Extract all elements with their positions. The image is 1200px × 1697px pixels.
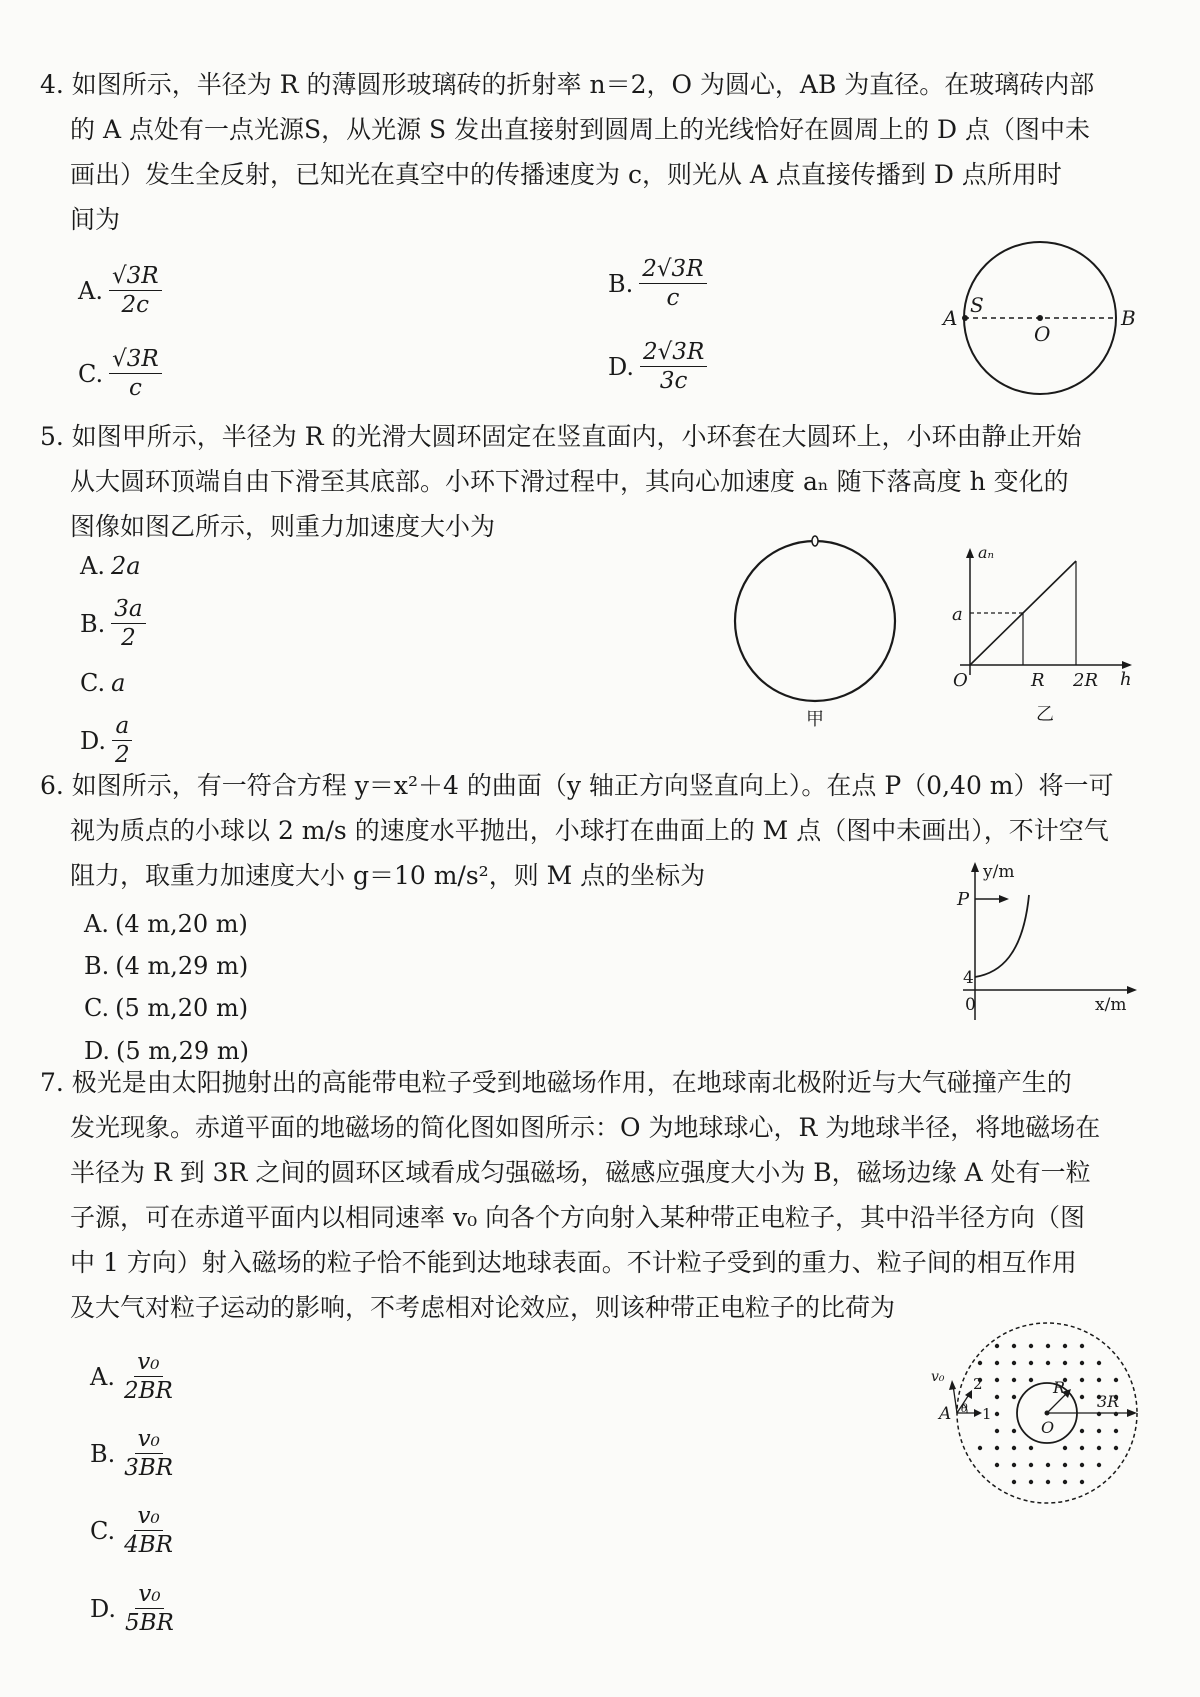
field-dot xyxy=(1046,1361,1050,1365)
q7-option-d[interactable]: D. $\frac{\text{v₀}}{5BR}$ xyxy=(90,1581,174,1636)
q6-line-1: 6. 如图所示，有一符合方程 y＝x²＋4 的曲面（y 轴正方向竖直向上）。在点 P（0,40 m）将一可 xyxy=(40,771,1114,800)
label-theta: θ xyxy=(961,1402,968,1415)
field-dot xyxy=(1029,1344,1033,1348)
q6-option-a[interactable]: A. (4 m,20 m) xyxy=(84,910,248,938)
field-dot xyxy=(1046,1344,1050,1348)
q4-line-4: 间为 xyxy=(70,205,121,234)
field-dot xyxy=(995,1378,999,1382)
small-ring xyxy=(812,536,818,546)
center-dot xyxy=(1037,315,1043,321)
q4-option-d[interactable]: D. $\frac{2√3R}{3c}$ xyxy=(608,338,707,395)
field-dot xyxy=(995,1446,999,1450)
field-dot xyxy=(1114,1429,1118,1433)
field-dot xyxy=(1080,1344,1084,1348)
direction-1-head xyxy=(974,1409,982,1417)
field-dot xyxy=(1114,1446,1118,1450)
label-o: O xyxy=(1034,322,1051,346)
caption-jia: 甲 xyxy=(806,709,824,730)
q6-line-3: 阻力，取重力加速度大小 g＝10 m/s²，则 M 点的坐标为 xyxy=(70,861,706,890)
field-dot xyxy=(978,1446,982,1450)
q5-line-2: 从大圆环顶端自由下滑至其底部。小环下滑过程中，其向心加速度 aₙ 随下落高度 h 变化的 xyxy=(70,467,1069,496)
field-dot xyxy=(1063,1344,1067,1348)
q6-option-b[interactable]: B. (4 m,29 m) xyxy=(84,952,249,980)
q6-line-2: 视为质点的小球以 2 m/s 的速度水平抛出，小球打在曲面上的 M 点（图中未画出），不计空气 xyxy=(70,816,1109,845)
q5-option-d[interactable]: D. $\frac{a}{2}$ xyxy=(80,712,133,769)
curve-surface xyxy=(975,895,1029,977)
field-dot xyxy=(1029,1378,1033,1382)
launch-arrowhead xyxy=(999,895,1009,903)
field-dot xyxy=(1012,1361,1016,1365)
field-dot xyxy=(978,1361,982,1365)
field-dot xyxy=(995,1463,999,1467)
label-r: R xyxy=(1053,1378,1066,1397)
label-a: A xyxy=(939,1404,952,1424)
field-dot xyxy=(1029,1446,1033,1450)
field-dot xyxy=(1097,1429,1101,1433)
field-dot xyxy=(1012,1344,1016,1348)
q7-option-a[interactable]: A. $\frac{\text{v₀}}{2BR}$ xyxy=(90,1349,173,1404)
field-dot xyxy=(1063,1480,1067,1484)
field-dot xyxy=(1012,1395,1016,1399)
y-axis-label: y/m xyxy=(983,862,1015,882)
q6-option-d[interactable]: D. (5 m,29 m) xyxy=(84,1037,249,1065)
label-o: O xyxy=(1041,1418,1055,1437)
label-1: 1 xyxy=(982,1405,992,1423)
x-tick-r: R xyxy=(1031,670,1045,691)
field-dot xyxy=(1080,1378,1084,1382)
label-b: B xyxy=(1121,306,1136,330)
radius-3r-head xyxy=(1127,1409,1137,1417)
field-dot xyxy=(1097,1361,1101,1365)
y-axis-label: aₙ xyxy=(978,543,995,562)
field-dot xyxy=(995,1344,999,1348)
q7-line-3: 半径为 R 到 3R 之间的圆环区域看成匀强磁场，磁感应强度大小为 B，磁场边缘 A 处有一粒 xyxy=(70,1158,1091,1187)
field-dot xyxy=(1080,1429,1084,1433)
label-s: S xyxy=(970,293,984,317)
field-dot xyxy=(1012,1480,1016,1484)
q5-option-a[interactable]: A. 2a xyxy=(80,552,141,580)
field-dot xyxy=(1012,1378,1016,1382)
q4-line-2: 的 A 点处有一点光源S，从光源 S 发出直接射到圆周上的光线恰好在圆周上的 D 点（图中未 xyxy=(70,115,1091,144)
tick-0: 0 xyxy=(965,995,976,1015)
label-2: 2 xyxy=(973,1375,983,1393)
q7-line-1: 7. 极光是由太阳抛射出的高能带电粒子受到地磁场作用，在地球南北极附近与大气碰撞产生的 xyxy=(40,1068,1072,1097)
field-dot xyxy=(1080,1463,1084,1467)
q5-option-b[interactable]: B. $\frac{3a}{2}$ xyxy=(80,595,146,652)
q7-option-c[interactable]: C. $\frac{\text{v₀}}{4BR}$ xyxy=(90,1503,173,1558)
field-dot xyxy=(1063,1463,1067,1467)
q7-line-6: 及大气对粒子运动的影响，不考虑相对论效应，则该种带正电粒子的比荷为 xyxy=(70,1293,896,1322)
q7-option-b[interactable]: B. $\frac{\text{v₀}}{3BR}$ xyxy=(90,1426,174,1481)
label-3r: 3R xyxy=(1097,1392,1120,1411)
q7-line-4: 子源，可在赤道平面内以相同速率 v₀ 向各个方向射入某种带正电粒子，其中沿半径方向（图 xyxy=(70,1203,1086,1232)
caption-yi: 乙 xyxy=(1036,704,1054,725)
q4-line-1: 4. 如图所示，半径为 R 的薄圆形玻璃砖的折射率 n＝2，O 为圆心，AB 为直径。在玻璃砖内部 xyxy=(40,70,1095,99)
q4-option-a[interactable]: A. $\frac{√3R}{2c}$ xyxy=(78,262,162,319)
q5-option-c[interactable]: C. a xyxy=(80,669,126,697)
field-dot xyxy=(1029,1463,1033,1467)
q6-option-c[interactable]: C. (5 m,20 m) xyxy=(84,994,249,1022)
y-tick-a: a xyxy=(952,604,963,625)
field-dot xyxy=(1012,1463,1016,1467)
label-p: P xyxy=(957,889,970,910)
field-dot xyxy=(1080,1446,1084,1450)
q7-figure xyxy=(925,1315,1165,1515)
origin-label: O xyxy=(953,670,968,691)
field-dot xyxy=(1012,1446,1016,1450)
field-dot xyxy=(1114,1378,1118,1382)
direction-2-head xyxy=(965,1390,972,1399)
x-axis-label: h xyxy=(1120,669,1132,690)
y-axis-arrow xyxy=(966,548,974,558)
field-dot xyxy=(995,1395,999,1399)
field-dot xyxy=(1080,1361,1084,1365)
label-v0: v₀ xyxy=(931,1369,945,1385)
field-dot xyxy=(995,1429,999,1433)
q5-figure-yi-chart xyxy=(940,540,1140,730)
v0-head xyxy=(949,1380,956,1390)
x-axis-arrow xyxy=(1127,986,1137,994)
x-tick-2r: 2R xyxy=(1073,670,1099,691)
field-dot xyxy=(1097,1446,1101,1450)
tick-4: 4 xyxy=(963,968,974,988)
big-ring xyxy=(735,541,895,701)
q6-figure xyxy=(945,855,1145,1030)
field-dot xyxy=(1029,1480,1033,1484)
field-dot xyxy=(1097,1378,1101,1382)
q4-line-3: 画出）发生全反射，已知光在真空中的传播速度为 c，则光从 A 点直接传播到 D 点所用时 xyxy=(70,160,1062,189)
field-dot xyxy=(1012,1429,1016,1433)
q5-figure-jia xyxy=(730,535,900,730)
label-a: A xyxy=(943,306,958,330)
point-a-dot xyxy=(962,315,968,321)
q4-option-b[interactable]: B. $\frac{2√3R}{c}$ xyxy=(608,255,707,312)
q5-line-1: 5. 如图甲所示，半径为 R 的光滑大圆环固定在竖直面内，小环套在大圆环上，小环由静止开始 xyxy=(40,422,1082,451)
field-dot xyxy=(995,1361,999,1365)
field-dot xyxy=(1063,1361,1067,1365)
question-7 xyxy=(40,1060,1160,1330)
field-dot xyxy=(1097,1463,1101,1467)
field-dot xyxy=(1063,1446,1067,1450)
field-dot xyxy=(1080,1395,1084,1399)
q4-figure xyxy=(935,240,1145,420)
q4-option-c[interactable]: C. $\frac{√3R}{c}$ xyxy=(78,345,162,402)
x-axis-arrow xyxy=(1122,661,1132,669)
field-dot xyxy=(1046,1480,1050,1484)
q7-line-5: 中 1 方向）射入磁场的粒子恰不能到达地球表面。不计粒子受到的重力、粒子间的相互作用 xyxy=(70,1248,1077,1277)
field-dot xyxy=(1080,1480,1084,1484)
x-axis-label: x/m xyxy=(1095,995,1127,1015)
field-dot xyxy=(1046,1463,1050,1467)
field-dot xyxy=(995,1412,999,1416)
q5-line-3: 图像如图乙所示，则重力加速度大小为 xyxy=(70,512,496,541)
question-5 xyxy=(40,414,1160,549)
q7-line-2: 发光现象。赤道平面的地磁场的简化图如图所示：O 为地球球心，R 为地球半径，将地磁场在 xyxy=(70,1113,1101,1142)
y-axis-arrow xyxy=(971,862,979,872)
field-dot xyxy=(1029,1361,1033,1365)
question-4 xyxy=(40,62,1160,242)
